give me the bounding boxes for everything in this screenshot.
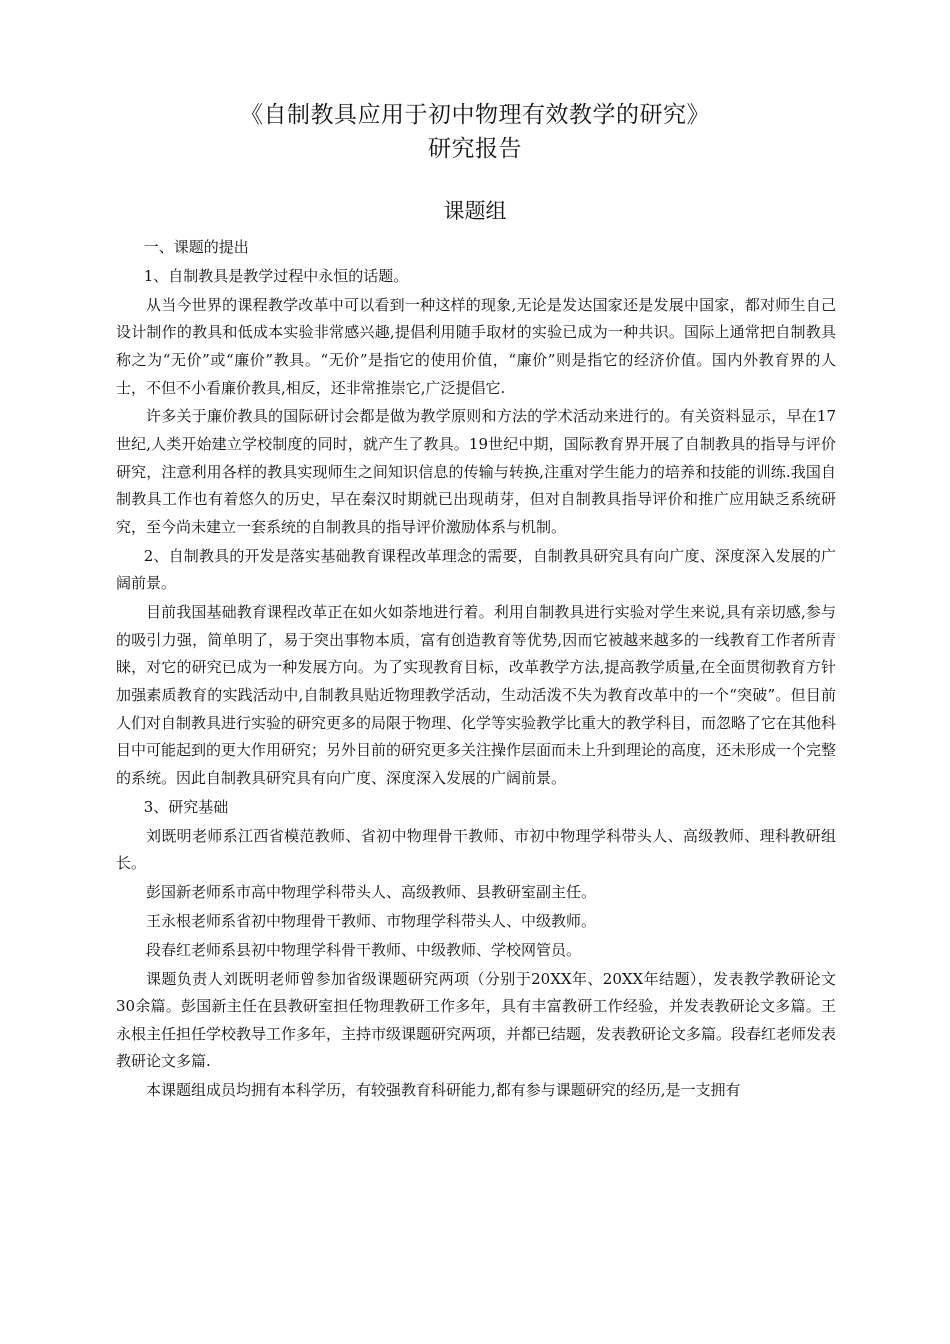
paragraph: 段春红老师系县初中物理学科骨干教师、中级教师、学校网管员。 <box>146 940 582 959</box>
paragraph: 彭国新老师系市高中物理学科带头人、高级教师、县教研室副主任。 <box>146 883 597 902</box>
author-line: 课题组 <box>443 199 507 223</box>
title-line-1: 《自制教具应用于初中物理有效教学的研究》 <box>240 102 710 128</box>
document-title <box>0 98 950 166</box>
paragraph: 许多关于廉价教具的国际研讨会都是做为教学原则和方法的学术活动来进行的。有关资料显示，早在17世纪,人类开始建立学校制度的同时，就产生了教具。19世纪中期，国际教育界开展了自制教具的指导与评价研究，注意利用各样的教具实现师生之间知识信息的传输与转换,注重对学生能力的培养和技能的训练.我国自制教具工作也有着悠久的历史，早在秦汉时期就已出现萌芽，但对自制教具指导评价和推广应用缺乏系统研究，至今尚未建立一套系统的自制教具的指导评价激励体系与机制。 <box>116 407 836 536</box>
paragraph: 从当今世界的课程教学改革中可以看到一种这样的现象,无论是发达国家还是发展中国家，都对师生自己设计制作的教具和低成本实验非常感兴趣,提倡利用随手取材的实验已成为一种共识。国际上通常把自制教具称之为“无价”或“廉价”教具。“无价”是指它的使用价值，“廉价”则是指它的经济价值。国内外教育界的人士，不但不小看廉价教具,相反，还非常推崇它,广泛提倡它. <box>116 295 836 397</box>
section-heading: 一、课题的提出 <box>143 238 249 256</box>
paragraph: 本课题组成员均拥有本科学历，有较强教育科研能力,都有参与课题研究的经历,是一支拥有 <box>146 1081 741 1100</box>
paragraph: 王永根老师系省初中物理骨干教师、市物理学科带头人、中级教师。 <box>146 911 597 930</box>
paragraph: 目前我国基础教育课程改革正在如火如荼地进行着。利用自制教具进行实验对学生来说,具有亲切感,参与的吸引力强，简单明了，易于突出事物本质，富有创造教育等优势,因而它被越来越多的一线教育工作者所青睐，对它的研究已成为一种发展方向。为了实现教育目标，改革教学方法,提高教学质量,在全面贯彻教育方针加强素质教育的实践活动中,自制教具贴近物理教学活动，生动活泼不失为教育改革中的一个“突破”。但目前人们对自制教具进行实验的研究更多的局限于物理、化学等实验教学比重大的教学科目，而忽略了它在其他科目中可能起到的更大作用研究；另外目前的研究更多关注操作层面而未上升到理论的高度，还未形成一个完整的系统。因此自制教具研究具有向广度、深度深入发展的广阔前景。 <box>116 603 837 787</box>
subsection-heading: 1、自制教具是教学过程中永恒的话题。 <box>143 266 409 285</box>
document-body <box>116 234 836 1106</box>
title-line-2: 研究报告 <box>428 136 522 162</box>
subsection-heading: 3、研究基础 <box>143 797 229 816</box>
subsection-heading: 2、自制教具的开发是落实基础教育课程改革理念的需要，自制教具研究具有向广度、深度深入发展的广阔前景。 <box>116 546 836 593</box>
paragraph: 课题负责人刘既明老师曾参加省级课题研究两项（分别于20XX年、20XX年结题），发表教学教研论文30余篇。彭国新主任在县教研室担任物理教研工作多年，具有丰富教研工作经验，并发表教研论文多篇。王永根主任担任学校教导工作多年，主持市级课题研究两项，并都已结题，发表教研论文多篇。段春红老师发表教研论文多篇. <box>116 969 837 1071</box>
paragraph: 刘既明老师系江西省模范教师、省初中物理骨干教师、市初中物理学科带头人、高级教师、理科教研组长。 <box>116 826 836 873</box>
